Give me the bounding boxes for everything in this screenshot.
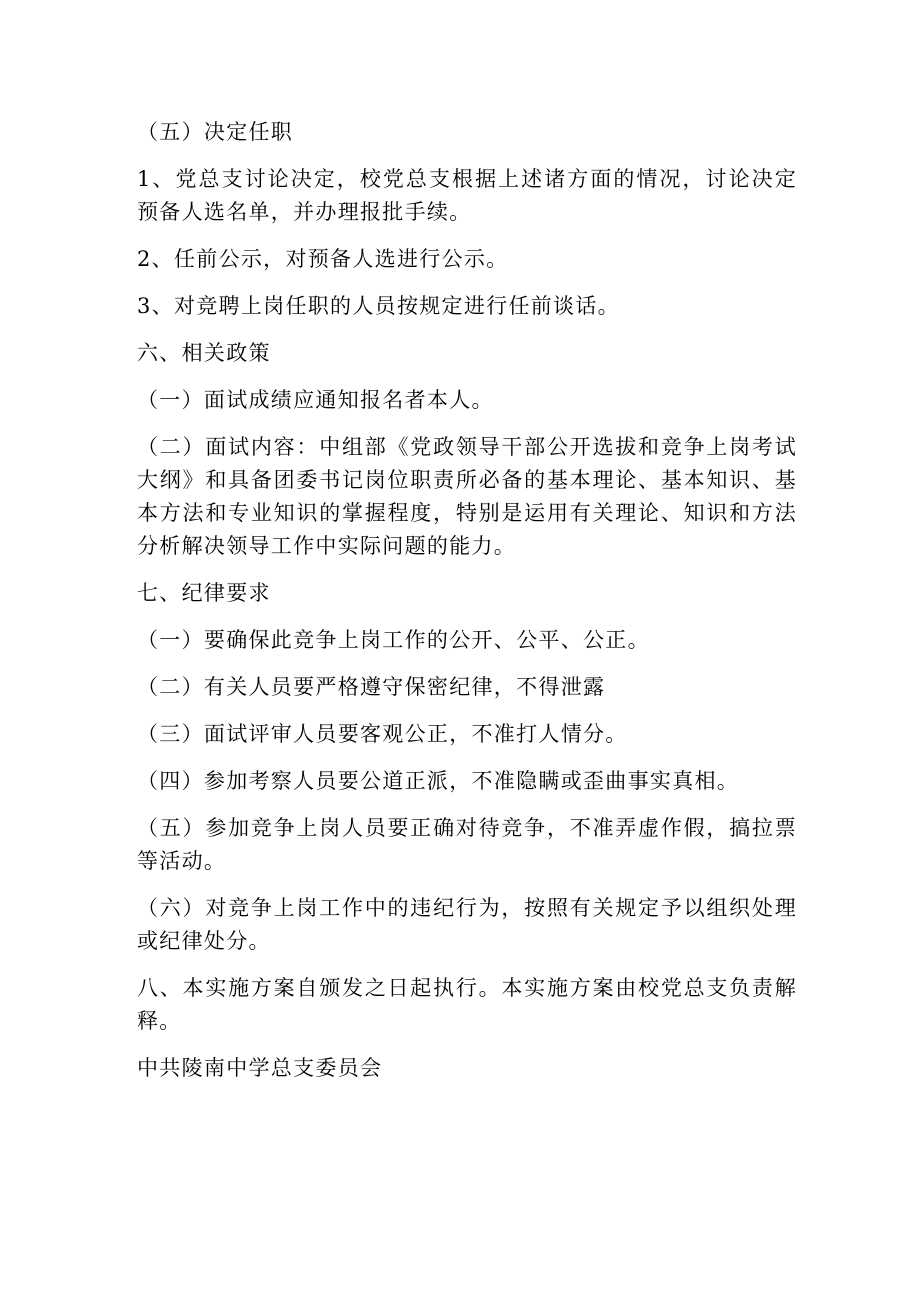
paragraph-item-3: 3、对竞聘上岗任职的人员按规定进行任前谈话。 [137,294,620,318]
discipline-item-4: （四）参加考察人员要公道正派，不准隐瞒或歪曲事实真相。 [137,769,740,793]
policy-item-2: （二）面试内容：中组部《党政领导干部公开选拔和竞争上岗考试大纲》和具备团委书记岗位职责所必备的基本理论、基本知识、基本方法和专业知识的掌握程度，特别是运用有关理论、知识和方法分析解决领导工作中实际问题的能力。 [137,435,797,558]
subsection-heading-decide-appointment: （五）决定任职 [137,120,294,144]
section-heading-policies: 六、相关政策 [137,341,271,365]
discipline-item-1: （一）要确保此竞争上岗工作的公开、公平、公正。 [137,628,650,652]
paragraph-item-2: 2、任前公示，对预备人选进行公示。 [137,247,509,271]
section-heading-effective: 八、本实施方案自颁发之日起执行。本实施方案由校党总支负责解释。 [137,976,797,1033]
document-body [137,116,797,1099]
policy-item-1: （一）面试成绩应通知报名者本人。 [137,388,494,412]
discipline-item-2: （二）有关人员要严格遵守保密纪律，不得泄露 [137,675,606,699]
discipline-item-5: （五）参加竞争上岗人员要正确对待竞争，不准弄虚作假，搞拉票等活动。 [137,816,797,873]
paragraph-item-1: 1、党总支讨论决定，校党总支根据上述诸方面的情况，讨论决定预备人选名单，并办理报批手续。 [137,167,797,224]
section-heading-discipline: 七、纪律要求 [137,581,271,605]
signature-organization: 中共陵南中学总支委员会 [137,1056,383,1080]
discipline-item-3: （三）面试评审人员要客观公正，不准打人情分。 [137,722,628,746]
discipline-item-6: （六）对竞争上岗工作中的违纪行为，按照有关规定予以组织处理或纪律处分。 [137,896,797,953]
